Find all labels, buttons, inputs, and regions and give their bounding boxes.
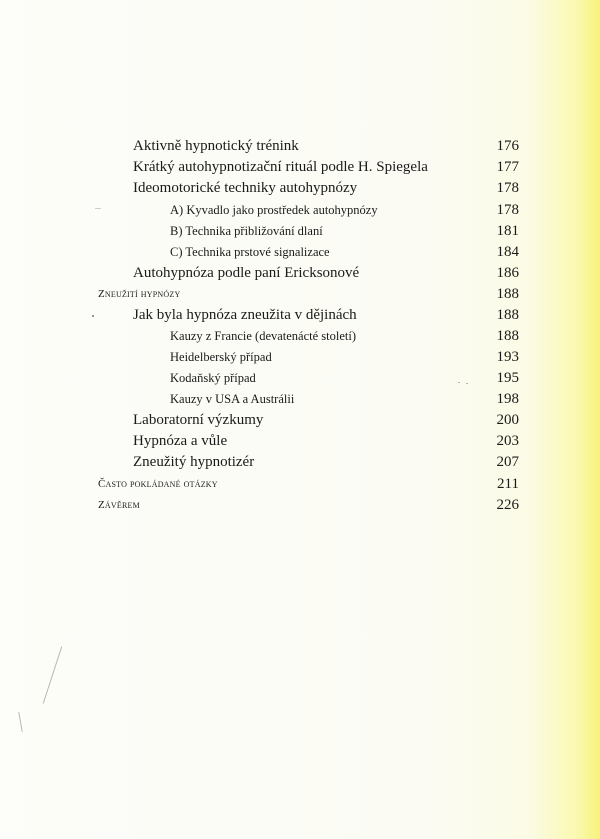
toc-entry-page: 178 xyxy=(496,202,519,218)
toc-entry-title: Závěrem xyxy=(98,499,140,511)
toc-entry xyxy=(0,391,600,411)
toc-entry-page: 198 xyxy=(496,391,519,407)
toc-entry-page: 184 xyxy=(496,244,519,260)
toc-entry xyxy=(0,159,600,179)
toc-entry xyxy=(0,370,600,390)
toc-entry-title: Krátký autohypnotizační rituál podle H. Spiegela xyxy=(133,159,428,175)
toc-entry-page: 200 xyxy=(496,412,519,428)
scan-speck xyxy=(466,383,468,384)
toc-entry xyxy=(0,349,600,369)
toc-entry xyxy=(0,202,600,222)
toc-entry-title: Aktivně hypnotický trénink xyxy=(133,138,299,154)
toc-entry-page: 211 xyxy=(497,476,519,492)
toc-entry-page: 195 xyxy=(496,370,519,386)
toc-section-entry xyxy=(0,497,600,517)
toc-entry-page: 176 xyxy=(496,138,519,154)
toc-entry-title: Kodaňský případ xyxy=(170,371,256,385)
scan-speck xyxy=(95,208,101,209)
toc-entry-title: Laboratorní výzkumy xyxy=(133,412,264,428)
toc-entry-title: Často pokládané otázky xyxy=(98,478,218,490)
toc-entry-page: 181 xyxy=(496,223,519,239)
toc-entry-title: Zneužití hypnózy xyxy=(98,288,181,300)
toc-entry-title: Ideomotorické techniky autohypnózy xyxy=(133,180,358,196)
toc-entry-page: 226 xyxy=(496,497,519,513)
scan-speck xyxy=(92,315,94,317)
toc-entry xyxy=(0,265,600,285)
toc-section-entry xyxy=(0,476,600,496)
toc-entry-title: Heidelberský případ xyxy=(170,350,272,364)
toc-entry-page: 203 xyxy=(496,433,519,449)
toc-entry xyxy=(0,244,600,264)
toc-entry-page: 188 xyxy=(496,307,519,323)
toc-section-entry xyxy=(0,286,600,306)
scan-speck xyxy=(458,382,460,383)
toc-entry-title: Kauzy v USA a Austrálii xyxy=(170,392,295,406)
toc-entry-title: Autohypnóza podle paní Ericksonové xyxy=(133,265,360,281)
toc-entry xyxy=(0,223,600,243)
toc-entry xyxy=(0,307,600,327)
toc-entry-page: 177 xyxy=(496,159,519,175)
toc-entry-page: 188 xyxy=(496,328,519,344)
toc-entry-page: 193 xyxy=(496,349,519,365)
toc-entry-title: Jak byla hypnóza zneužita v dějinách xyxy=(133,307,357,323)
toc-entry-title: C) Technika prstové signalizace xyxy=(170,245,330,259)
toc-entry-page: 188 xyxy=(496,286,519,302)
toc-entry xyxy=(0,180,600,200)
toc-entry-title: Kauzy z Francie (devatenácté století) xyxy=(170,329,357,343)
toc-entry xyxy=(0,433,600,453)
toc-entry xyxy=(0,454,600,474)
toc-entry xyxy=(0,412,600,432)
toc-entry-page: 207 xyxy=(496,454,519,470)
toc-entry xyxy=(0,328,600,348)
toc-entry-title: A) Kyvadlo jako prostředek autohypnózy xyxy=(170,203,378,217)
toc-entry-page: 186 xyxy=(496,265,519,281)
scan-scratch xyxy=(18,712,22,732)
toc-entry-title: Zneužitý hypnotizér xyxy=(133,454,255,470)
toc-entry xyxy=(0,138,600,158)
toc-entry-title: B) Technika přibližování dlaní xyxy=(170,224,323,238)
toc-entry-title: Hypnóza a vůle xyxy=(133,433,228,449)
toc-entry-page: 178 xyxy=(496,180,519,196)
scan-scratch xyxy=(43,646,62,703)
